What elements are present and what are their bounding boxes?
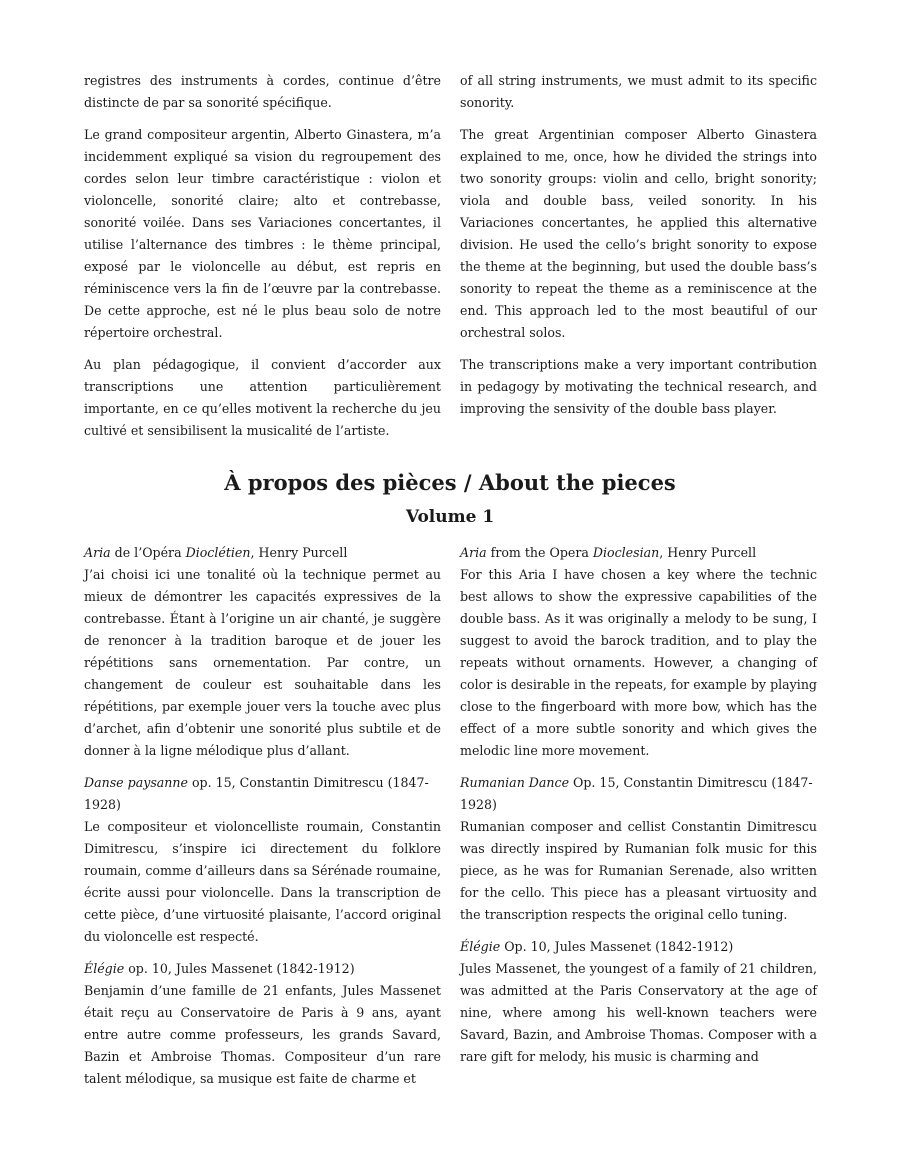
intro-french-column — [84, 70, 441, 452]
piece-title: Élégie op. 10, Jules Massenet (1842-1912) — [84, 961, 355, 976]
piece-title: Rumanian Dance Op. 15, Constantin Dimitrescu (1847-1928) — [460, 775, 813, 812]
section-heading: À propos des pièces / About the pieces — [224, 470, 676, 495]
intro-fr-paragraph: Au plan pédagogique, il convient d’accorder aux transcriptions une attention particulièrement importante, en ce qu’elles motivent la recherche du jeu cultivé et sensibilisent la musicalité de l’artiste. — [84, 357, 441, 438]
intro-fr-paragraph: registres des instruments à cordes, continue d’être distincte de par sa sonorité spécifique. — [84, 73, 441, 110]
piece-fr-elegie — [84, 958, 441, 1090]
piece-description: Rumanian composer and cellist Constantin Dimitrescu was directly inspired by Rumanian folk music for this piece, as he was for Rumanian Serenade, also written for the cello. This piece has a pleasant virtuosity and the transcription respects the original cello tuning. — [460, 819, 817, 922]
volume-heading: Volume 1 — [405, 507, 495, 527]
intro-english-column — [460, 70, 817, 430]
pieces-french-column — [84, 542, 441, 1100]
intro-en-paragraph: The great Argentinian composer Alberto Ginastera explained to me, once, how he divided the strings into two sonority groups: violin and cello, bright sonority; viola and double bass, veiled sonority. In his Variaciones concertantes, he applied this alternative division. He used the cello’s bright sonority to expose the theme at the beginning, but used the double bass’s sonority to repeat the theme as a reminiscence at the end. This approach led to the most beautiful of our orchestral solos. — [460, 127, 817, 340]
intro-en-paragraph: of all string instruments, we must admit to its specific sonority. — [460, 73, 817, 110]
piece-description: Benjamin d’une famille de 21 enfants, Jules Massenet était reçu au Conservatoire de Paris à 9 ans, ayant entre autre comme professeurs, les grands Savard, Bazin et Ambroise Thomas. Compositeur d’un rare talent mélodique, sa musique est faite de charme et — [84, 983, 441, 1086]
intro-fr-paragraph: Le grand compositeur argentin, Alberto Ginastera, m’a incidemment expliqué sa vision du regroupement des cordes selon leur timbre caractéristique : violon et violoncelle, sonorité claire; alto et contrebasse, sonorité voilée. Dans ses Variaciones concertantes, il utilise l’alternance des timbres : le thème principal, exposé par le violoncelle au début, est repris en réminiscence vers la fin de l’œuvre par la contrebasse. De cette approche, est né le plus beau solo de notre répertoire orchestral. — [84, 127, 441, 340]
intro-en-paragraph: The transcriptions make a very important contribution in pedagogy by motivating the technical research, and improving the sensivity of the double bass player. — [460, 357, 817, 416]
piece-title: Élégie Op. 10, Jules Massenet (1842-1912) — [460, 939, 734, 954]
pieces-english-column — [460, 542, 817, 1078]
piece-en-elegie — [460, 936, 817, 1068]
piece-title: Aria from the Opera Dioclesian, Henry Purcell — [460, 545, 757, 560]
piece-en-aria — [460, 542, 817, 762]
piece-fr-danse — [84, 772, 441, 948]
piece-description: Jules Massenet, the youngest of a family of 21 children, was admitted at the Paris Conservatory at the age of nine, where among his well-known teachers were Savard, Bazin, and Ambroise Thomas. Composer with a rare gift for melody, his music is charming and — [460, 961, 817, 1064]
piece-title: Danse paysanne op. 15, Constantin Dimitrescu (1847-1928) — [84, 775, 429, 812]
piece-description: J’ai choisi ici une tonalité où la technique permet au mieux de démontrer les capacités expressives de la contrebasse. Étant à l’origine un air chanté, je suggère de renoncer à la tradition baroque et de jouer les répétitions sans ornementation. Par contre, un changement de couleur est souhaitable dans les répétitions, par exemple jouer vers la touche avec plus d’archet, afin d’obtenir une sonorité plus subtile et de donner à la ligne mélodique plus d’allant. — [84, 567, 441, 758]
piece-fr-aria — [84, 542, 441, 762]
piece-description: Le compositeur et violoncelliste roumain, Constantin Dimitrescu, s’inspire ici directement du folklore roumain, comme d’ailleurs dans sa Sérénade roumaine, écrite aussi pour violoncelle. Dans la transcription de cette pièce, d’une virtuosité plaisante, l’accord original du violoncelle est respecté. — [84, 819, 441, 944]
piece-title: Aria de l’Opéra Dioclétien, Henry Purcell — [84, 545, 348, 560]
piece-description: For this Aria I have chosen a key where the technic best allows to show the expressive capabilities of the double bass. As it was originally a melody to be sung, I suggest to avoid the barock tradition, and to play the repeats without ornaments. However, a changing of color is desirable in the repeats, for example by playing close to the fingerboard with more bow, which has the effect of a more subtle sonority and which gives the melodic line more movement. — [460, 567, 817, 758]
piece-en-dance — [460, 772, 817, 926]
